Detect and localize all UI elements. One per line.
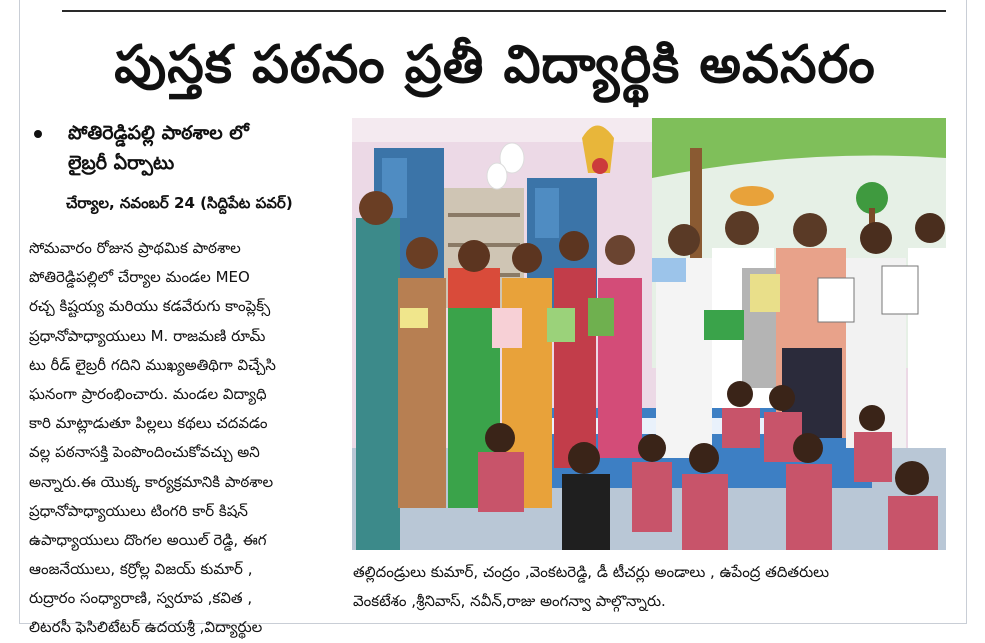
body-line: లిటరసీ ఫెసిలిటేటర్ ఉదయశ్రీ ,విద్యార్థుల — [29, 618, 263, 637]
body-line: ఘనంగా ప్రారంభించారు. మండల విద్యాధి — [29, 384, 267, 403]
body-line: పోతిరెడ్డిపల్లిలో చేర్యాల మండల MEO — [29, 268, 250, 287]
article-bottom — [353, 558, 953, 616]
body-line: వల్ల పఠనాసక్తి పెంపొందించుకోవచ్చు అని — [29, 443, 260, 462]
body-line: అన్నారు.ఈ యొక్క కార్యక్రమానికి పాఠశాల — [29, 472, 274, 491]
body-line: ఉపాధ్యాయులు దొంగల అయిల్ రెడ్డి, ఈగ — [29, 530, 267, 549]
body-line: రచ్చ కిష్టయ్య మరియు కడవేరుగు కాంప్లెక్స్ — [29, 297, 271, 316]
top-rule — [62, 10, 946, 12]
bottom-line: వెంకటేశం ,శ్రీనివాస్, నవీన్,రాజు అంగన్వా పాల్గొన్నారు. — [353, 592, 666, 610]
body-line: టు రీడ్ లైబ్రరీ గదిని ముఖ్యఅతిథిగా విచ్చేసి — [29, 355, 276, 374]
headline: పుస్తక పఠనం ప్రతీ విద్యార్థికి అవసరం — [114, 35, 876, 95]
news-photo — [352, 118, 946, 550]
bullet-icon — [34, 130, 42, 138]
subhead-line: లైబ్రరీ ఏర్పాటు — [68, 152, 175, 174]
body-line: ఆంజనేయులు, కర్రోల్ల విజయ్ కుమార్ , — [29, 560, 253, 579]
body-line: సోమవారం రోజున ప్రాథమిక పాఠశాల — [29, 239, 241, 257]
body-line: ప్రధానోపాధ్యాయులు M. రాజమణి రూమ్ — [29, 326, 266, 345]
subhead-line: పోతిరెడ్డిపల్లి పాఠశాల లో — [68, 122, 249, 144]
body-line: ప్రధానోపాధ్యాయులు టింగరి కార్ కిషన్ — [29, 501, 248, 520]
page-border-right — [966, 0, 967, 624]
dateline: చేర్యాల, నవంబర్ 24 (సిద్దిపేట పవర్) — [66, 194, 293, 212]
body-line: కారి మాట్లాడుతూ పిల్లలు కథలు చదవడం — [29, 414, 268, 433]
bottom-line: తల్లిదండ్రులు కుమార్, చంద్రం ,వెంకటరెడ్డి, డీ టీచర్లు అండాలు , ఉపేంద్ర తదితరులు — [353, 563, 830, 581]
body-line: రుద్రారం సంధ్యారాణి, స్వరూప ,కవిత , — [29, 589, 253, 608]
page-border-left — [19, 0, 20, 624]
article-body — [29, 234, 347, 643]
subhead-block — [34, 118, 344, 178]
photo-illustration — [352, 118, 946, 550]
